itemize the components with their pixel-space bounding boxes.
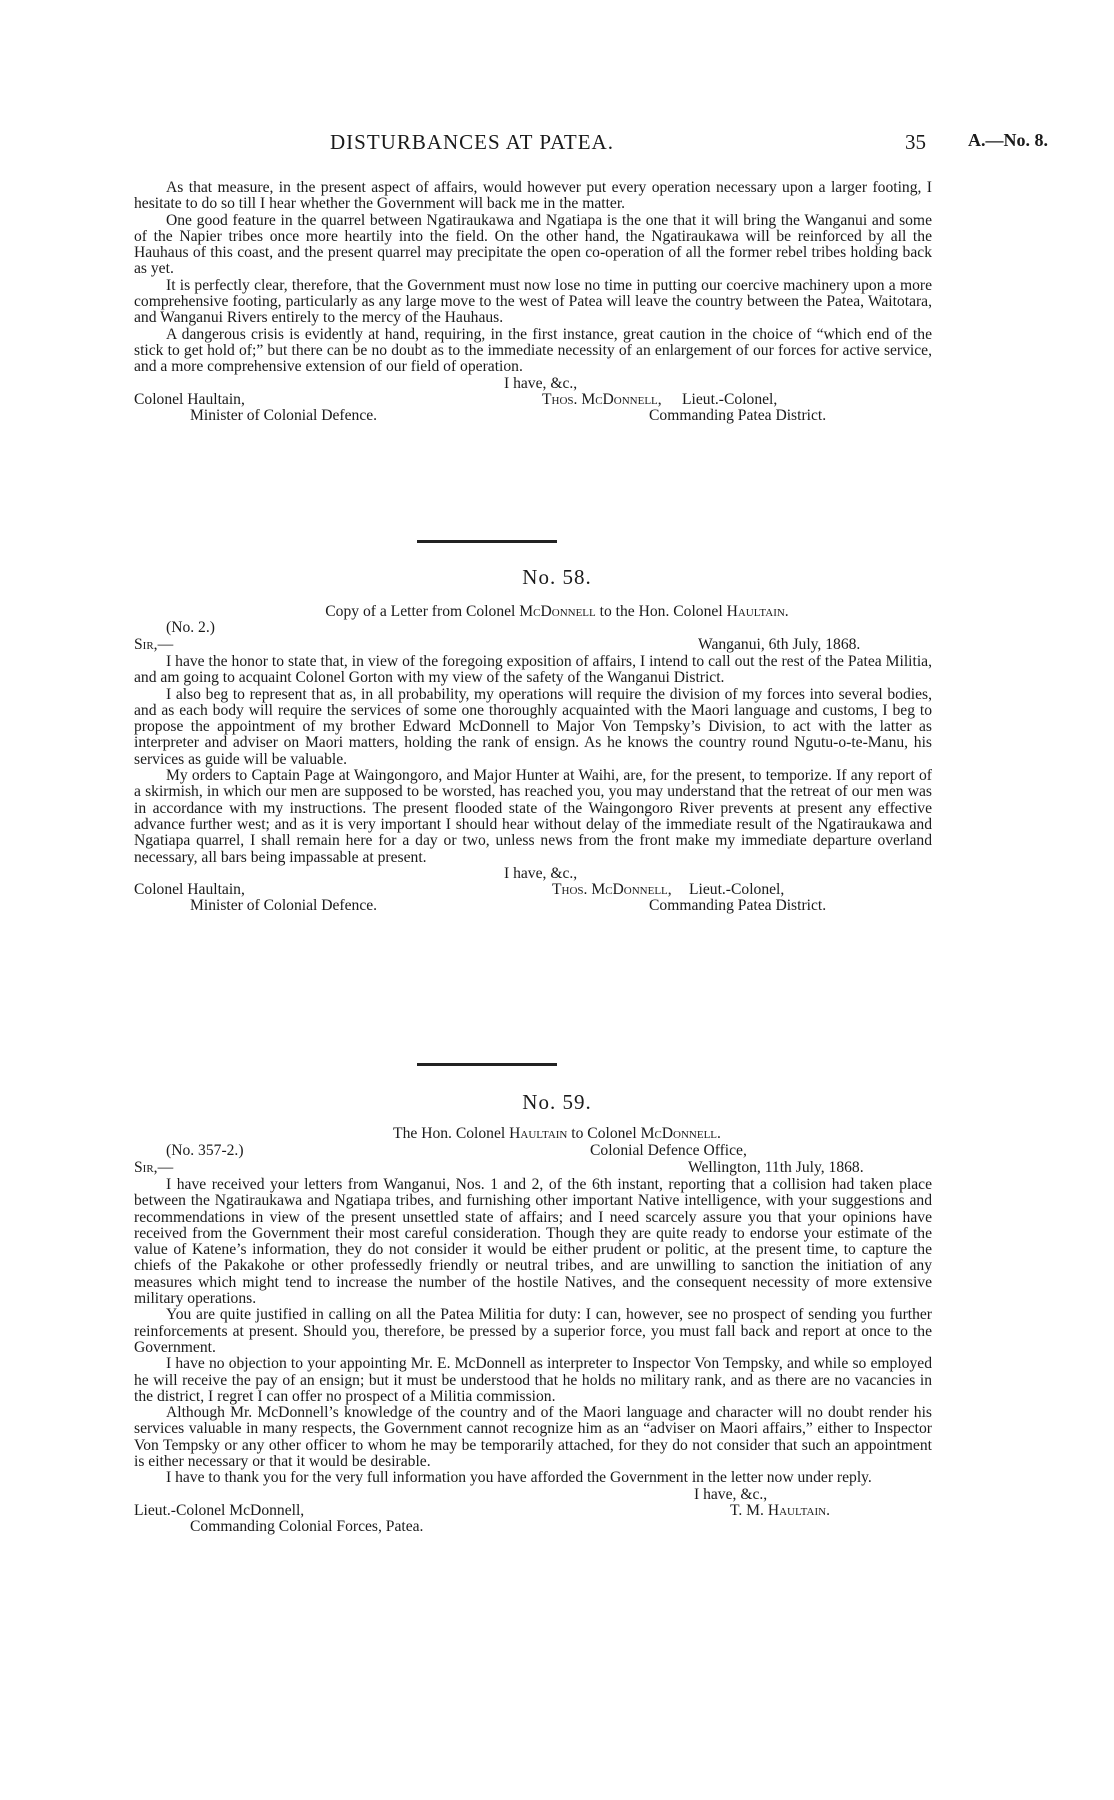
letter59-body — [134, 1177, 932, 1536]
letter-caption — [0, 1125, 1114, 1143]
signer-name: Thos. McDonnell, — [542, 390, 662, 408]
paragraph: I have no objection to your appointing Mr. E. McDonnell as interpreter to Inspector Von Tempsky, and while so employed he will receive the pay of an ensign; but it must be understood that he holds no military rank, and as there are no vacancies in the district, I regret I can offer no prospect of a Militia commission. — [134, 1355, 932, 1405]
paragraph: I have the honor to state that, in view of the foregoing exposition of affairs, I intend to call out the rest of the Patea Militia, and am going to acquaint Colonel Gorton with my view of the safety of the Wanganui District. — [134, 653, 932, 687]
caption-text: to the Hon. Colonel — [595, 603, 727, 620]
office-line: Colonial Defence Office, — [590, 1142, 747, 1159]
caption-recipient: Haultain. — [726, 603, 789, 620]
intro-letter-body — [134, 180, 932, 424]
paragraph: My orders to Captain Page at Waingongoro, and Major Hunter at Waihi, are, for the present, to temporize. If any report of a skirmish, in which our men are supposed to be worsted, has reached you, you may understand that the retreat of our men was in accordance with my instructions. The present flooded state of the Waingongoro River prevents at present any effective advance further west; and as it is very important I should hear without delay of the immediate result of the Ngatiraukawa and Ngatiapa quarrel, I shall remain here for a day or two, unless news from the front make my immediate departure overland necessary, all bars being impassable at present. — [134, 767, 932, 866]
section-divider — [417, 540, 557, 543]
closing: I have, &c., — [694, 1485, 768, 1503]
page-number: 35 — [905, 130, 926, 154]
caption-sender: Haultain — [509, 1125, 568, 1142]
section-divider — [417, 1063, 557, 1066]
salutation: Sir,— — [134, 636, 174, 653]
salutation: Sir,— — [134, 1159, 174, 1176]
addressee-name: Colonel Haultain, — [134, 881, 245, 899]
signature-block — [134, 1487, 932, 1503]
addressee-title: Commanding Colonial Forces, Patea. — [190, 1518, 424, 1536]
closing: I have, &c., — [504, 374, 578, 392]
letter-reference: (No. 357-2.) — [166, 1142, 244, 1159]
addressee-title: Minister of Colonial Defence. — [190, 897, 378, 915]
paragraph: As that measure, in the present aspect of affairs, would however put every operation necessary upon a larger footing, I hesitate to do so till I hear whether the Government will back me in the matter. — [134, 179, 932, 213]
caption-text: to Colonel — [567, 1125, 641, 1142]
caption-text: The Hon. Colonel — [393, 1125, 510, 1142]
signer-rank: Lieut.-Colonel, — [682, 390, 778, 408]
addressee-name: Colonel Haultain, — [134, 390, 245, 408]
signature-block — [134, 1519, 932, 1535]
signature-block — [134, 376, 932, 392]
paragraph: I have received your letters from Wanganui, Nos. 1 and 2, of the 6th instant, reporting that a collision had taken place between the Ngatiraukawa and Ngatiapa tribes, and furnishing other important Native intelligence, with your suggestions and recommendations in view of the present unsettled state of affairs; and I need scarcely assure you that your opinions have received from the Government their most careful consideration. Though they are quite ready to endorse your estimate of the value of Katene’s information, they do not consider it would be either prudent or politic, at the present time, to capture the chiefs of the Pakakohe or other professedly friendly or neutral tribes, and are unwilling to sanction the initiation of any measures which might tend to increase the number of the hostile Natives, and the consequent necessity of more extensive military operations. — [134, 1176, 932, 1308]
signer-title: Commanding Patea District. — [649, 407, 827, 425]
letter-reference: (No. 2.) — [166, 619, 215, 636]
caption-sender: McDonnell — [519, 603, 596, 620]
letter58-body — [134, 654, 932, 915]
signer-name: Thos. McDonnell, — [552, 881, 672, 899]
addressee-title: Minister of Colonial Defence. — [190, 407, 378, 425]
document-reference: A.—No. 8. — [968, 130, 1048, 150]
paragraph: I also beg to represent that as, in all probability, my operations will require the division of my forces into several bodies, and as each body will require the services of some one thoroughly acquainted with the Maori language and customs, I beg to propose the appointment of my brother Edward McDonnell to Major Von Tempsky’s Division, to act with the latter as interpreter and adviser on Maori matters, holding the rank of ensign. As he knows the country round Ngutu-o-te-Manu, his services as guide will be valuable. — [134, 685, 932, 768]
page-header — [0, 130, 1114, 160]
signature-block — [134, 1503, 932, 1519]
signature-block — [134, 408, 932, 424]
letter-number: No. 59. — [522, 1090, 592, 1114]
addressee-name: Lieut.-Colonel McDonnell, — [134, 1501, 305, 1519]
signature-block — [134, 882, 932, 898]
signer-title: Commanding Patea District. — [649, 897, 827, 915]
paragraph: You are quite justified in calling on all the Patea Militia for duty: I can, however, see no prospect of sending you further reinforcements at present. Should you, therefore, be pressed by a superior force, you must fall back and report at once to the Government. — [134, 1306, 932, 1356]
paragraph: I have to thank you for the very full information you have afforded the Government in the letter now under reply. — [166, 1469, 872, 1487]
signer-name: T. M. Haultain. — [730, 1501, 830, 1519]
signature-block — [134, 898, 932, 914]
closing: I have, &c., — [504, 864, 578, 882]
signature-block — [134, 392, 932, 408]
caption-text: Copy of a Letter from Colonel — [325, 603, 520, 620]
letter-number: No. 58. — [522, 565, 592, 589]
paragraph: One good feature in the quarrel between Ngatiraukawa and Ngatiapa is the one that it will bring the Wanganui and some of the Napier tribes once more heartily into the field. On the other hand, the Ngatiraukawa will be reinforced by all the Hauhaus of this coast, and the present quarrel may precipitate the open co-operation of all the former rebel tribes holding back as yet. — [134, 211, 932, 278]
caption-recipient: McDonnell. — [640, 1125, 721, 1142]
place-date: Wellington, 11th July, 1868. — [688, 1159, 864, 1176]
paragraph: A dangerous crisis is evidently at hand, requiring, in the first instance, great caution in the choice of “which end of the stick to get hold of;” but there can be no doubt as to the immediate necessity of an enlargement of our forces for active service, and a more comprehensive extension of our field of operation. — [134, 325, 932, 376]
paragraph: It is perfectly clear, therefore, that the Government must now lose no time in putting our coercive machinery upon a more comprehensive footing, particularly as any large move to the west of Patea will leave the country between the Patea, Waitotara, and Wanganui Rivers entirely to the mercy of the Hauhaus. — [134, 276, 932, 327]
signature-block — [134, 866, 932, 882]
running-title: DISTURBANCES AT PATEA. — [330, 130, 614, 154]
paragraph: Although Mr. McDonnell’s knowledge of the country and of the Maori language and character will no doubt render his services valuable in many respects, the Government cannot recognize him as an “adviser on Maori affairs,” either to Inspector Von Tempsky or any other officer to whom he may be temporarily attached, for they do not consider that such an appointment is either necessary or that it would be desirable. — [134, 1404, 932, 1471]
place-date: Wanganui, 6th July, 1868. — [698, 636, 861, 653]
signer-rank: Lieut.-Colonel, — [689, 881, 785, 899]
